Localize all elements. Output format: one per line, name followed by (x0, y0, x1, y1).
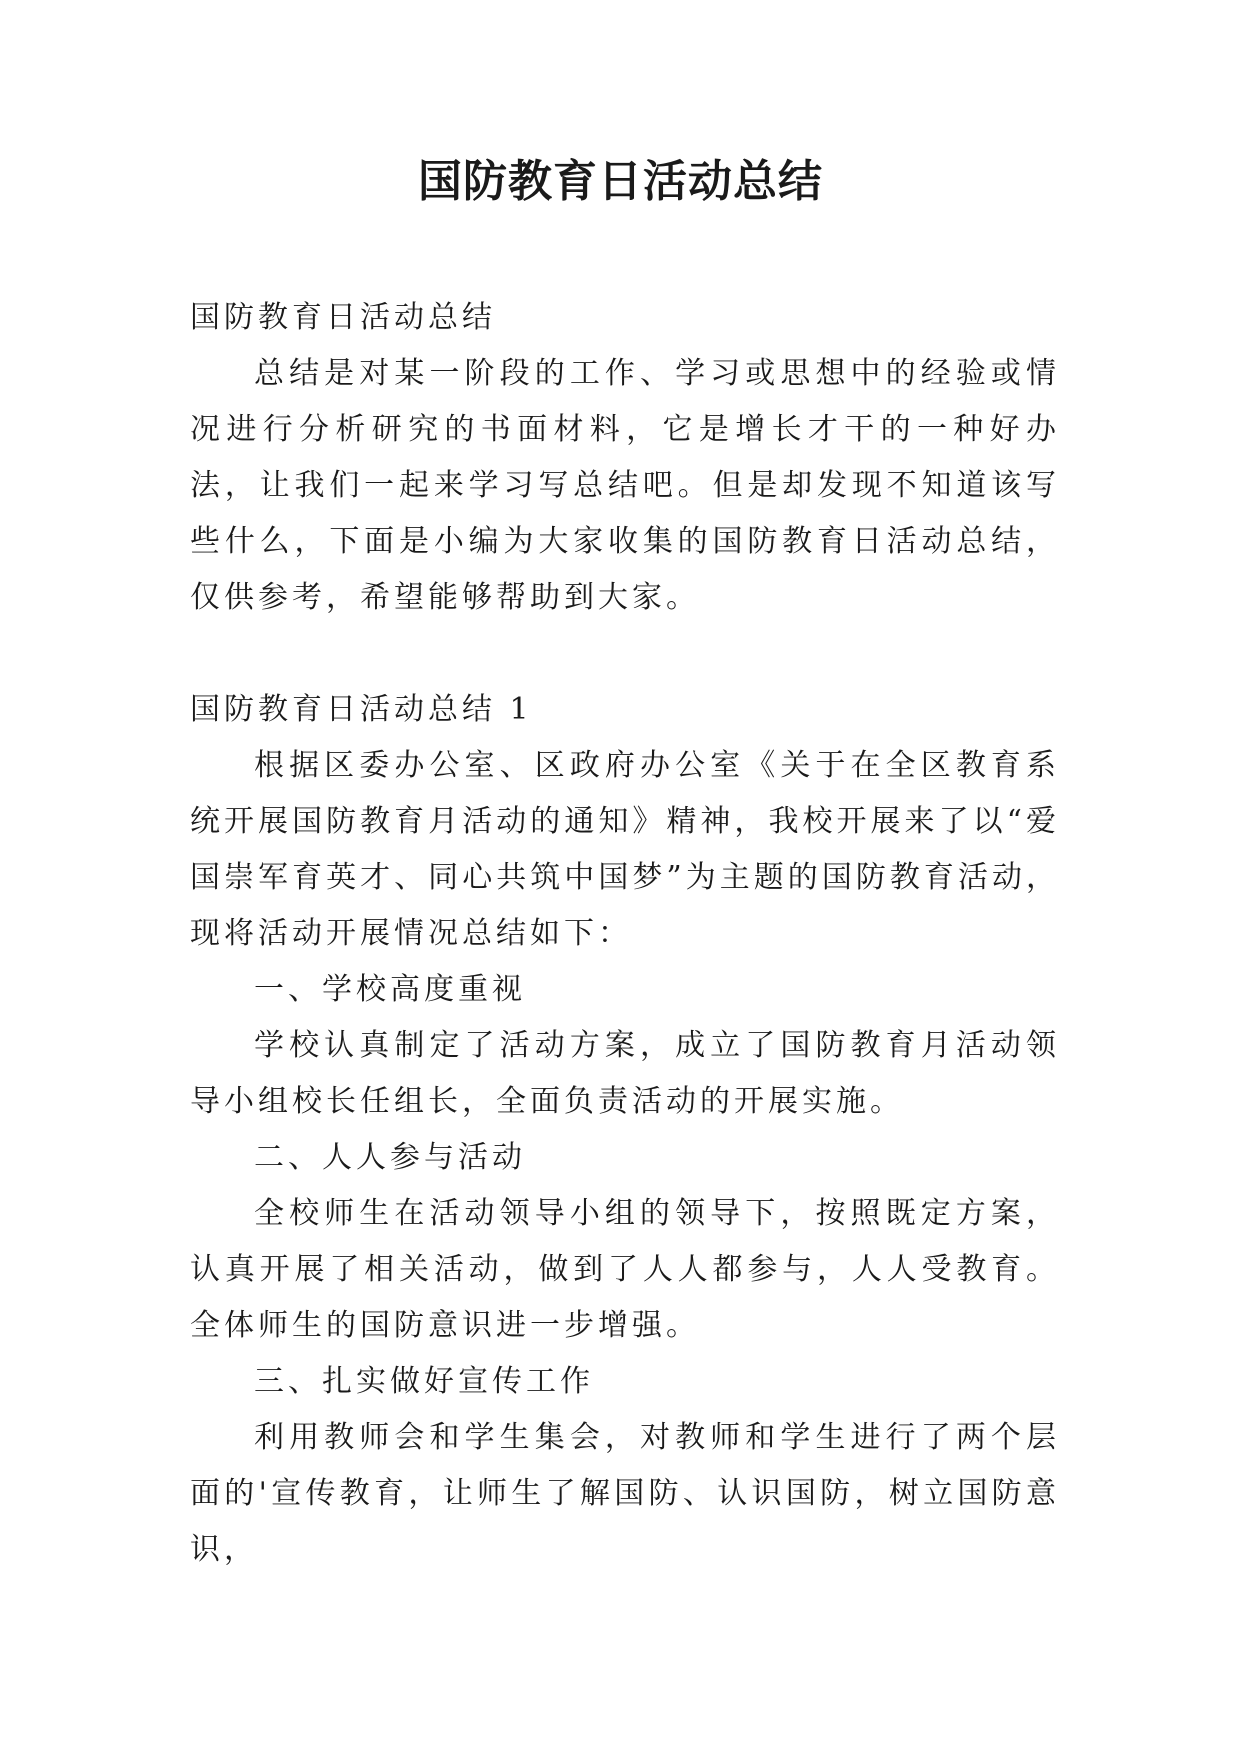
intro-heading: 国防教育日活动总结 (190, 300, 496, 335)
intro-paragraph: 总结是对某一阶段的工作、学习或思想中的经验或情况进行分析研究的书面材料，它是增长才干的一种好办法，让我们一起来学习写总结吧。但是却发现不知道该写些什么，下面是小编为大家收集的国防教育日活动总结，仅供参考，希望能够帮助到大家。 (190, 356, 1060, 615)
document-title: 国防教育日活动总结 (418, 156, 823, 207)
document-body (190, 290, 1060, 1578)
section1-intro-paragraph: 根据区委办公室、区政府办公室《关于在全区教育系统开展国防教育月活动的通知》精神，我校开展来了以“爱国崇军育英才、同心共筑中国梦”为主题的国防教育活动，现将活动开展情况总结如下： (190, 748, 1060, 951)
part2-heading: 二、人人参与活动 (254, 1140, 526, 1175)
section1-heading: 国防教育日活动总结 1 (190, 692, 533, 727)
part1-paragraph: 学校认真制定了活动方案，成立了国防教育月活动领导小组校长任组长，全面负责活动的开展实施。 (190, 1028, 1060, 1119)
part1-heading: 一、学校高度重视 (254, 972, 526, 1007)
section-spacer (190, 626, 1060, 682)
part3-heading: 三、扎实做好宣传工作 (254, 1364, 594, 1399)
part2-paragraph: 全校师生在活动领导小组的领导下，按照既定方案，认真开展了相关活动，做到了人人都参与，人人受教育。全体师生的国防意识进一步增强。 (190, 1196, 1060, 1343)
part3-paragraph: 利用教师会和学生集会，对教师和学生进行了两个层面的'宣传教育，让师生了解国防、认识国防，树立国防意识， (190, 1420, 1060, 1567)
